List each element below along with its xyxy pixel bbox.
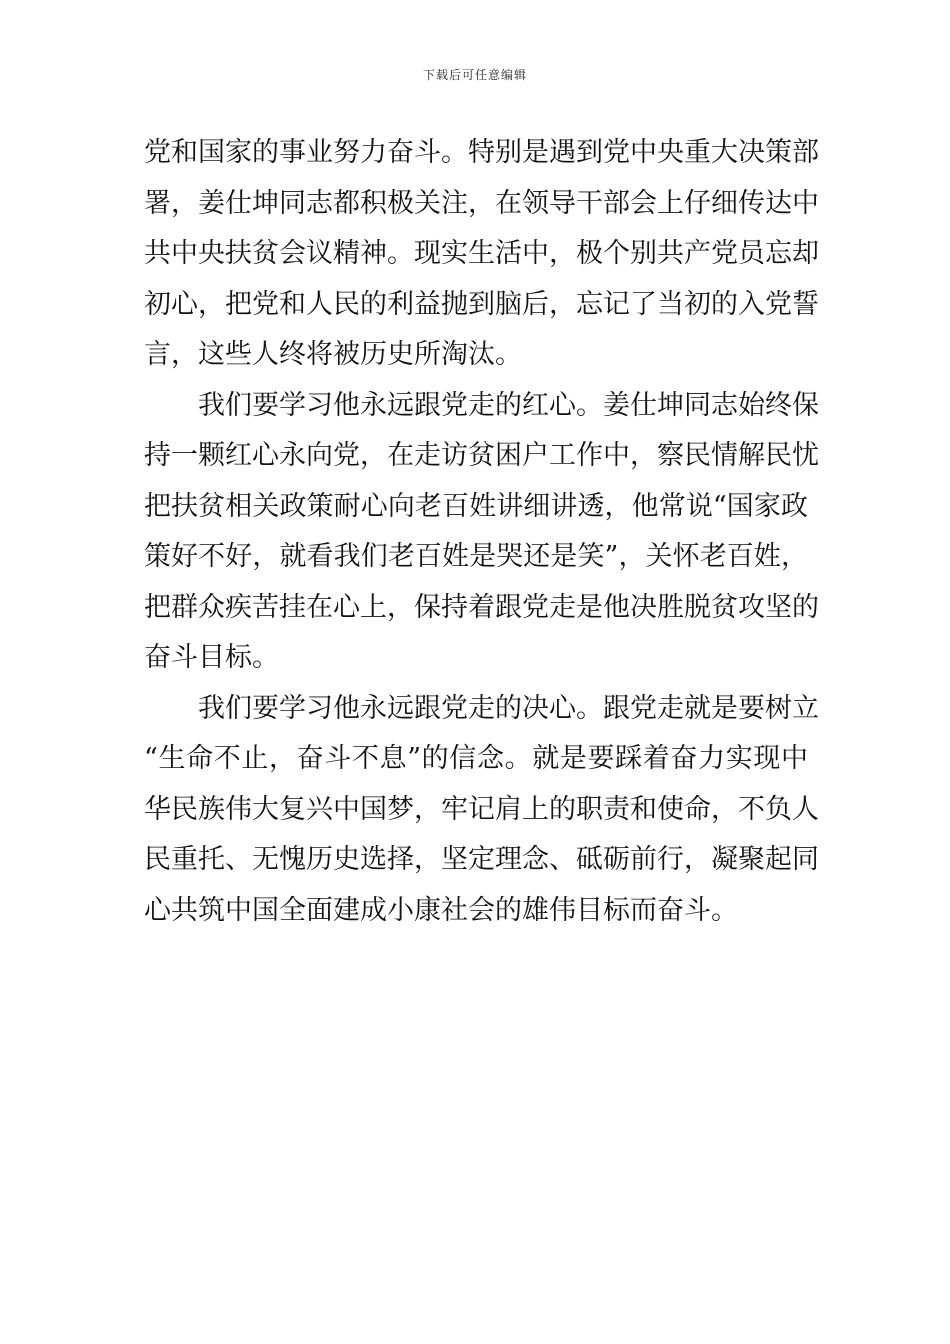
text-line: 把扶贫相关政策耐心向老百姓讲细讲透，他常说“国家政 (144, 490, 808, 522)
text-line: 共中央扶贫会议精神。现实生活中，极个别共产党员忘却 (144, 238, 819, 269)
text-line: 奋斗目标。 (144, 642, 279, 673)
page-header: 下载后可任意编辑 (422, 68, 527, 82)
text-line: 把群众疾苦挂在心上，保持着跟党走是他决胜脱贫攻坚的 (144, 591, 819, 623)
text-line: 言，这些人终将被历史所淘汰。 (144, 339, 522, 370)
text-line: 我们要学习他永远跟党走的红心。姜仕坤同志始终保 (198, 389, 819, 421)
text-line: 初心，把党和人民的利益抛到脑后，忘记了当初的入党誓 (144, 288, 819, 320)
text-line: “生命不止，奋斗不息”的信念。就是要踩着奋力实现中 (144, 743, 808, 774)
paragraph-1 (144, 128, 819, 381)
text-line: 我们要学习他永远跟党走的决心。跟党走就是要树立 (198, 692, 819, 724)
text-line: 策好不好，就看我们老百姓是哭还是笑”，关怀老百姓， (144, 541, 808, 572)
paragraph-3 (144, 684, 819, 937)
paragraph-2 (144, 381, 819, 684)
text-line: 党和国家的事业努力奋斗。特别是遇到党中央重大决策部 (144, 137, 819, 168)
text-line: 民重托、无愧历史选择，坚定理念、砥砺前行，凝聚起同 (144, 844, 819, 875)
text-line: 署，姜仕坤同志都积极关注，在领导干部会上仔细传达中 (144, 187, 819, 219)
text-line: 持一颗红心永向党，在走访贫困户工作中，察民情解民忧 (144, 440, 819, 471)
document-body (144, 128, 819, 936)
text-line: 华民族伟大复兴中国梦，牢记肩上的职责和使命，不负人 (144, 793, 819, 825)
text-line: 心共筑中国全面建成小康社会的雄伟目标而奋斗。 (144, 894, 738, 926)
